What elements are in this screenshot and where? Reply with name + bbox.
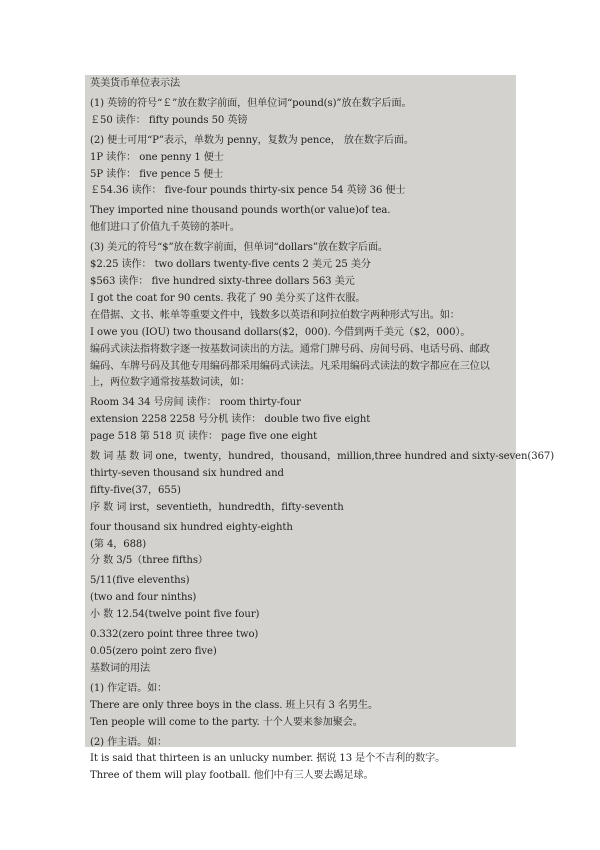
- text-line: Ten people will come to the party. 十个人要来参加聚会。: [90, 716, 363, 728]
- text-line: four thousand six hundred eighty-eighth: [90, 521, 293, 533]
- text-line: thirty-seven thousand six hundred and: [90, 467, 284, 479]
- text-line: ￡54.36 读作： five-four pounds thirty-six pence 54 英镑 36 便士: [90, 185, 406, 197]
- text-line: 序 数 词 irst，seventieth，hundredth，fifty-seventh: [90, 501, 344, 513]
- text-line: 数 词 基 数 词 one，twenty，hundred，thousand，million,three hundred and sixty-seven(367): [90, 451, 555, 463]
- text-line: Three of them will play football. 他们中有三人要去踢足球。: [90, 770, 374, 782]
- text-line: It is said that thirteen is an unlucky number. 据说 13 是个不吉利的数字。: [90, 753, 446, 765]
- text-line: I got the coat for 90 cents. 我花了 90 美分买了这件衣服。: [90, 292, 366, 304]
- text-line: (1) 作定语。如：: [90, 682, 168, 694]
- text-line: (3) 美元的符号“$”放在数字前面，但单词“dollars”放在数字后面。: [90, 242, 388, 254]
- text-line: (1) 英镑的符号“￡”放在数字前面，但单位词“pound(s)”放在数字后面。: [90, 97, 412, 109]
- text-line: 0.332(zero point three three two): [90, 629, 259, 641]
- text-line: ￡50 读作： fifty pounds 50 英镑: [90, 114, 248, 126]
- text-line: 编码式读法指将数字逐一按基数词读出的方法。通常门牌号码、房间号码、电话号码、邮政: [90, 343, 490, 355]
- text-line: Room 34 34 号房间 读作： room thirty-four: [90, 397, 301, 409]
- text-line: 基数词的用法: [90, 662, 150, 674]
- document-text-block: [85, 75, 555, 782]
- text-line: $563 读作： five hundred sixty-three dollars 563 美元: [90, 275, 355, 287]
- text-line: 0.05(zero point zero five): [90, 646, 217, 657]
- text-line: $2.25 读作： two dollars twenty-five cents 2 美元 25 美分: [90, 259, 371, 271]
- text-line: 小 数 12.54(twelve point five four): [90, 609, 260, 621]
- text-line: (2) 作主语。如：: [90, 736, 168, 748]
- text-line: There are only three boys in the class. 班上只有 3 名男生。: [90, 699, 378, 711]
- text-line: fifty-five(37，655): [90, 484, 181, 496]
- text-line: 分 数 3/5（three fifths）: [90, 555, 208, 567]
- text-line: page 518 第 518 页 读作： page five one eight: [90, 431, 318, 443]
- text-line: 在借据、文书、帐单等重要文件中，钱数多以英语和阿拉伯数字两种形式写出。如：: [90, 309, 460, 321]
- text-line: 上，两位数字通常按基数词读，如：: [90, 377, 250, 389]
- text-line: (第 4，688): [90, 538, 147, 550]
- text-line: 他们进口了价值九千英镑的茶叶。: [90, 222, 240, 234]
- text-line: I owe you (IOU) two thousand dollars($2，000). 今借到两千美元（$2，000）。: [90, 326, 471, 338]
- text-line: 1P 读作： one penny 1 便士: [90, 151, 224, 163]
- text-line: 英美货币单位表示法: [90, 78, 180, 89]
- text-lines: [85, 75, 555, 785]
- text-line: 5/11(five elevenths): [90, 575, 190, 587]
- text-line: (2) 便士可用“P”表示，单数为 penny，复数为 pence， 放在数字后面。: [90, 134, 414, 146]
- text-line: 编码、车牌号码及其他专用编码都采用编码式读法。凡采用编码式读法的数字都应在三位以: [90, 360, 490, 372]
- text-line: (two and four ninths): [90, 592, 197, 604]
- text-line: 5P 读作： five pence 5 便士: [90, 168, 224, 180]
- text-line: They imported nine thousand pounds worth(or value)of tea.: [90, 205, 391, 217]
- text-line: extension 2258 2258 号分机 读作： double two five eight: [90, 414, 371, 426]
